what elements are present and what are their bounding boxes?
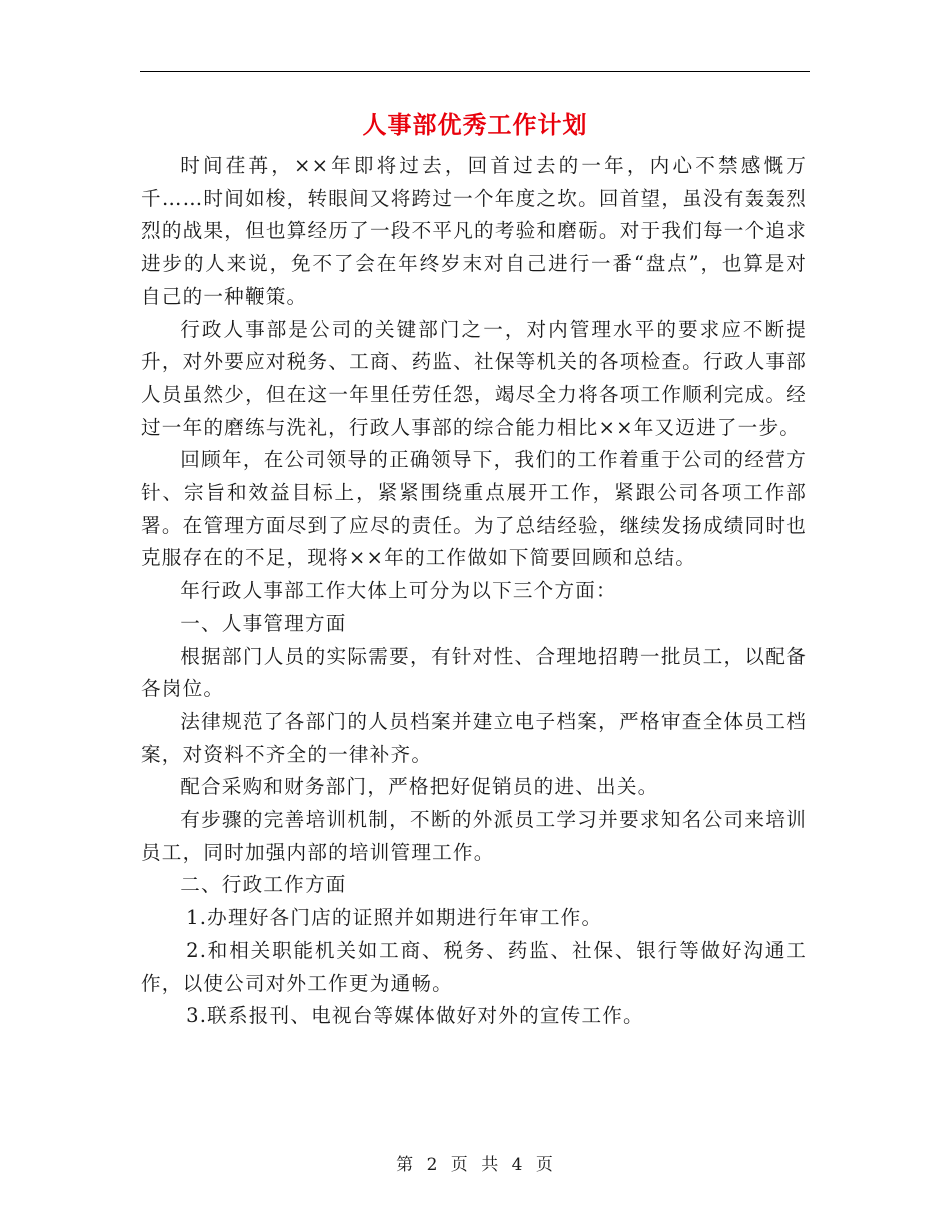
paragraph-training: 有步骤的完善培训机制，不断的外派员工学习并要求知名公司来培训员工，同时加强内部的培训管理工作。	[141, 808, 807, 864]
paragraph-archives: 法律规范了各部门的人员档案并建立电子档案，严格审查全体员工档案，对资料不齐全的一律补齐。	[141, 709, 807, 766]
section-heading-personnel: 一、人事管理方面	[180, 611, 347, 635]
list-item-publicity: 3.联系报刊、电视台等媒体做好对外的宣传工作。	[186, 1004, 644, 1028]
paragraph-recruitment: 根据部门人员的实际需要，有针对性、合理地招聘一批员工，以配备各岗位。	[141, 644, 807, 701]
document-title: 人事部优秀工作计划	[362, 110, 588, 139]
paragraph-review: 回顾年，在公司领导的正确领导下，我们的工作着重于公司的经营方针、宗旨和效益目标上，紧紧围绕重点展开工作，紧跟公司各项工作部署。在管理方面尽到了应尽的责任。为了总结经验，继续发扬成绩同时也克服存在的不足，现将××年的工作做如下简要回顾和总结。	[141, 448, 807, 570]
list-item-licenses: 1.办理好各门店的证照并如期进行年审工作。	[186, 906, 603, 930]
paragraph-overview: 年行政人事部工作大体上可分为以下三个方面：	[180, 579, 617, 603]
paragraph-promoters: 配合采购和财务部门，严格把好促销员的进、出关。	[180, 775, 659, 799]
header-rule	[140, 71, 810, 72]
paragraph-intro: 时间荏苒，××年即将过去，回首过去的一年，内心不禁感慨万千……时间如梭，转眼间又将跨过一个年度之坎。回首望，虽没有轰轰烈烈的战果，但也算经历了一段不平凡的考验和磨砺。对于我们每一个追求进步的人来说，免不了会在年终岁末对自己进行一番“盘点”，也算是对自己的一种鞭策。	[141, 154, 807, 308]
list-item-communication: 2.和相关职能机关如工商、税务、药监、社保、银行等做好沟通工作，以使公司对外工作更为通畅。	[141, 938, 807, 995]
paragraph-department: 行政人事部是公司的关键部门之一，对内管理水平的要求应不断提升，对外要应对税务、工商、药监、社保等机关的各项检查。行政人事部人员虽然少，但在这一年里任劳任怨，竭尽全力将各项工作顺利完成。经过一年的磨练与洗礼，行政人事部的综合能力相比××年又迈进了一步。	[141, 317, 807, 439]
section-heading-administration: 二、行政工作方面	[180, 873, 347, 897]
page-number-footer: 第 2 页 共 4 页	[396, 1155, 554, 1175]
document-body	[141, 150, 807, 1033]
